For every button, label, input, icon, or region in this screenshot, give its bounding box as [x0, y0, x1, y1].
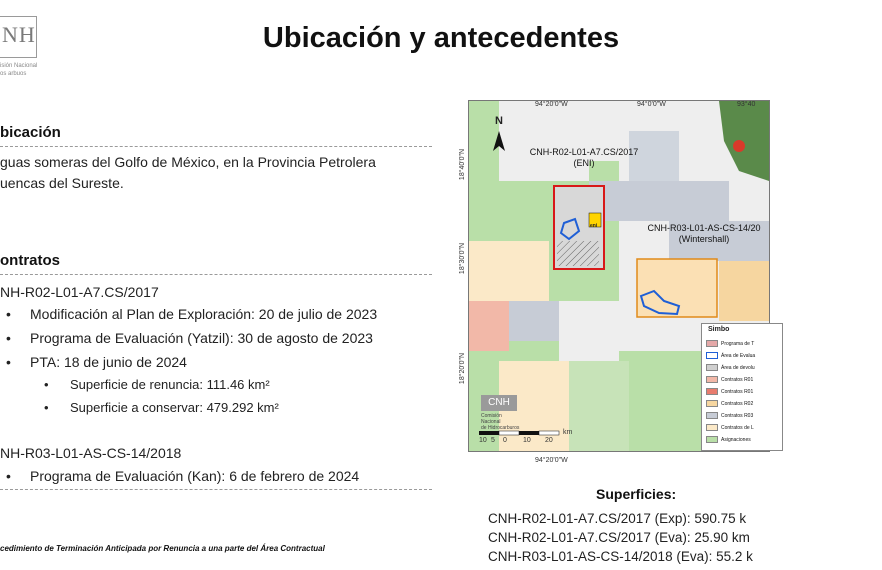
scale-label: 20: [545, 437, 553, 444]
legend-label: Asignaciones: [721, 436, 751, 443]
map-label-wintershall: [634, 223, 774, 245]
superficie-line: CNH-R03-L01-AS-CS-14/2018 (Eva): 55.2 k: [488, 549, 753, 564]
contratos-heading: ontratos: [0, 252, 60, 269]
divider: [0, 274, 432, 275]
map-label-win-id: CNH-R03-L01-AS-CS-14/20: [647, 223, 761, 233]
legend-swatch: [706, 376, 718, 383]
map-logo-subtitle: Comisión Nacional de Hidrocarburos: [481, 413, 520, 431]
list-item: • Programa de Evaluación (Kan): 6 de febrero de 2024: [30, 468, 359, 484]
logo-text: NH: [2, 22, 36, 47]
superficie-line: CNH-R02-L01-A7.CS/2017 (Eva): 25.90 km: [488, 530, 750, 545]
map-legend: [701, 323, 783, 451]
legend-item: [706, 424, 754, 431]
list-item: • PTA: 18 de junio de 2024: [30, 354, 187, 370]
location-map: [459, 100, 770, 464]
scale-label: 10: [479, 437, 487, 444]
legend-item: [706, 364, 755, 371]
legend-label: Contratos R03: [721, 412, 754, 419]
lon-tick: 93°40: [737, 101, 756, 108]
map-label-eni-operator: (ENI): [573, 158, 595, 168]
legend-swatch: [706, 364, 718, 371]
lon-tick: 94°0'0"W: [637, 101, 666, 108]
scale-label: 0: [503, 437, 507, 444]
legend-swatch: [706, 340, 718, 347]
scale-label: 10: [523, 437, 531, 444]
legend-swatch: [706, 436, 718, 443]
contract-id-1: NH-R02-L01-A7.CS/2017: [0, 284, 159, 300]
legend-item: [706, 400, 753, 407]
lat-tick: 18°20'0"N: [459, 352, 467, 385]
legend-label: Programa de T: [721, 340, 755, 347]
footnote: cedimiento de Terminación Anticipada por Renuncia a una parte del Área Contractual: [0, 544, 325, 553]
page-title: Ubicación y antecedentes: [262, 22, 620, 54]
legend-item: [706, 388, 753, 395]
legend-item: [706, 412, 753, 419]
legend-label: Área de Evalua: [721, 352, 756, 359]
legend-label: Contratos R02: [721, 400, 754, 407]
contract-id-2: NH-R03-L01-AS-CS-14/2018: [0, 445, 182, 461]
sub-list-item: • Superficie a conservar: 479.292 km²: [70, 400, 279, 415]
legend-swatch: [706, 400, 718, 407]
lat-tick: 18°30'0"N: [459, 242, 467, 275]
ubicacion-text-1: guas someras del Golfo de México, en la Provincia Petrolera: [0, 154, 376, 170]
list-item: • Modificación al Plan de Exploración: 20 de julio de 2023: [30, 306, 377, 322]
ubicacion-heading: bicación: [0, 124, 61, 141]
sub-list-item: • Superficie de renuncia: 111.46 km²: [70, 377, 270, 392]
list-item: • Programa de Evaluación (Yatzil): 30 de agosto de 2023: [30, 330, 373, 346]
north-arrow-label: N: [495, 115, 503, 127]
divider: [0, 146, 432, 147]
legend-swatch: [706, 424, 718, 431]
map-label-eni-id: CNH-R02-L01-A7.CS/2017: [529, 147, 639, 157]
legend-swatch: [706, 352, 718, 359]
legend-label: Contratos de L: [721, 424, 754, 431]
scale-unit: km: [563, 429, 573, 436]
legend-item: [706, 436, 751, 443]
map-cnh-logo: CNH: [481, 395, 517, 411]
map-label-win-operator: (Wintershall): [678, 234, 730, 244]
lon-tick: 94°20'0"W: [535, 457, 568, 464]
divider: [0, 489, 432, 490]
ubicacion-text-2: uencas del Sureste.: [0, 175, 124, 191]
legend-label: Área de devolu: [721, 364, 755, 371]
legend-swatch: [706, 388, 718, 395]
map-label-eni: [519, 147, 649, 169]
legend-label: Contratos R01: [721, 376, 754, 383]
lon-tick: 94°20'0"W: [535, 101, 568, 108]
logo-subtitle: isión Nacional os arbuos: [0, 63, 38, 77]
legend-title: Simbo: [708, 326, 730, 333]
lat-tick: 18°40'0"N: [459, 148, 467, 181]
legend-item: [706, 352, 755, 359]
superficies-heading: Superficies:: [596, 486, 677, 502]
superficie-line: CNH-R02-L01-A7.CS/2017 (Exp): 590.75 k: [488, 511, 747, 526]
legend-item: [706, 376, 753, 383]
legend-item: [706, 340, 754, 347]
eni-badge: eni: [590, 223, 598, 229]
legend-swatch: [706, 412, 718, 419]
legend-label: Contratos R01: [721, 388, 754, 395]
scale-label: 5: [491, 437, 495, 444]
